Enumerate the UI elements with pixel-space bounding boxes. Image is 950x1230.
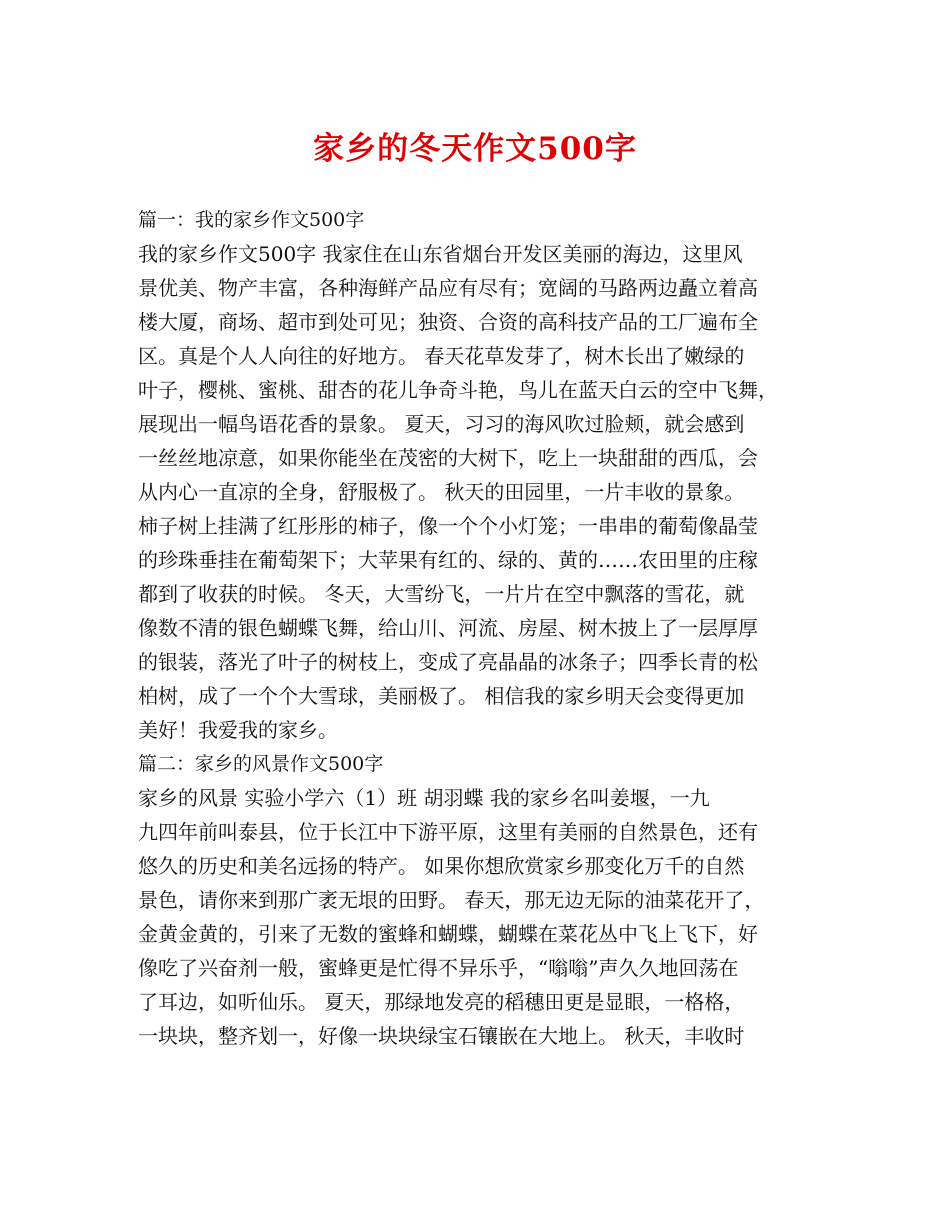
body-line: 都到了收获的时候。 冬天，大雪纷飞，一片片在空中飘落的雪花，就 bbox=[138, 582, 745, 606]
body-line: 悠久的历史和美名远扬的特产。 如果你想欣赏家乡那变化万千的自然 bbox=[138, 854, 745, 878]
body-line: 区。真是个人人向往的好地方。 春天花草发芽了，树木长出了嫩绿的 bbox=[138, 344, 745, 368]
document-title: 家乡的冬天作文500字 bbox=[313, 131, 637, 167]
body-line: 一丝丝地凉意，如果你能坐在茂密的大树下，吃上一块甜甜的西瓜，会 bbox=[138, 446, 758, 470]
body-line: 景优美、物产丰富，各种海鲜产品应有尽有；宽阔的马路两边矗立着高 bbox=[138, 276, 758, 300]
body-line: 叶子，樱桃、蜜桃、甜杏的花儿争奇斗艳，鸟儿在蓝天白云的空中飞舞， bbox=[138, 378, 778, 402]
section-heading-2: 篇二：家乡的风景作文500字 bbox=[138, 753, 384, 775]
body-line: 金黄金黄的，引来了无数的蜜蜂和蝴蝶，蝴蝶在菜花丛中飞上飞下，好 bbox=[138, 922, 758, 946]
body-line: 了耳边，如听仙乐。 夏天，那绿地发亮的稻穗田更是显眼，一格格， bbox=[138, 990, 745, 1014]
body-line: 的珍珠垂挂在葡萄架下；大苹果有红的、绿的、黄的……农田里的庄稼 bbox=[138, 548, 758, 572]
body-line: 九四年前叫泰县，位于长江中下游平原，这里有美丽的自然景色，还有 bbox=[138, 820, 758, 844]
section-heading-1: 篇一：我的家乡作文500字 bbox=[138, 209, 365, 231]
body-line: 楼大厦，商场、超市到处可见；独资、合资的高科技产品的工厂遍布全 bbox=[138, 310, 758, 334]
body-line: 的银装，落光了叶子的树枝上，变成了亮晶晶的冰条子；四季长青的松 bbox=[138, 650, 758, 674]
body-line: 柏树，成了一个个大雪球，美丽极了。 相信我的家乡明天会变得更加 bbox=[138, 684, 745, 708]
body-line: 一块块，整齐划一，好像一块块绿宝石镶嵌在大地上。 秋天，丰收时 bbox=[138, 1024, 745, 1048]
body-line: 展现出一幅鸟语花香的景象。 夏天，习习的海风吹过脸颊，就会感到 bbox=[138, 412, 745, 436]
body-line: 像吃了兴奋剂一般，蜜蜂更是忙得不异乐乎，“嗡嗡”声久久地回荡在 bbox=[138, 956, 739, 980]
body-line: 景色，请你来到那广袤无垠的田野。 春天，那无边无际的油菜花开了， bbox=[138, 888, 765, 912]
body-line: 从内心一直凉的全身，舒服极了。 秋天的田园里，一片丰收的景象。 bbox=[138, 480, 745, 504]
body-line: 像数不清的银色蝴蝶飞舞，给山川、河流、房屋、树木披上了一层厚厚 bbox=[138, 616, 758, 640]
body-line: 柿子树上挂满了红彤彤的柿子，像一个个小灯笼；一串串的葡萄像晶莹 bbox=[138, 514, 758, 538]
body-line: 美好！我爱我的家乡。 bbox=[138, 718, 338, 742]
body-line: 我的家乡作文500字 我家住在山东省烟台开发区美丽的海边，这里风 bbox=[138, 242, 743, 266]
body-line: 家乡的风景 实验小学六（1）班 胡羽蝶 我的家乡名叫姜堰，一九 bbox=[138, 786, 710, 810]
